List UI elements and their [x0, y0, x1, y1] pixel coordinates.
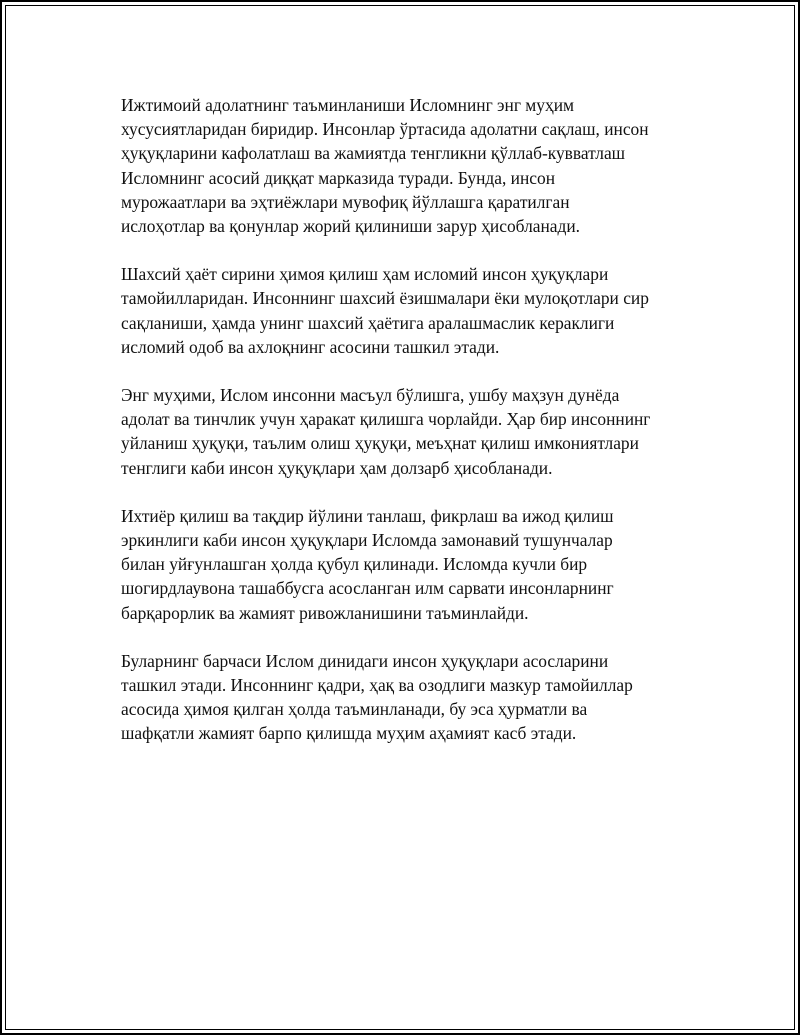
document-body [121, 93, 681, 770]
paragraph-3: Энг муҳими, Ислом инсонни масъул бўлишга, ушбу маҳзун дунёда адолат ва тинчлик учун ҳаракат қилишга чорлайди. Ҳар бир инсоннинг уйланиш ҳуқуқи, таълим олиш ҳуқуқи, меъҳнат қилиш имкониятлари тенглиги каби инсон ҳуқуқлари ҳам долзарб ҳисобланади. [121, 385, 651, 478]
paragraph-2: Шахсий ҳаёт сирини ҳимоя қилиш ҳам исломий инсон ҳуқуқлари тамойилларидан. Инсоннинг шахсий ёзишмалари ёки мулоқотлари сир сақланиши, ҳамда унинг шахсий ҳаётига аралашмаслик кераклиги исломий одоб ва ахлоқнинг асосини ташкил этади. [121, 264, 649, 357]
paragraph-4: Ихтиёр қилиш ва тақдир йўлини танлаш, фикрлаш ва ижод қилиш эркинлиги каби инсон ҳуқуқлари Исломда замонавий тушунчалар билан уйғунлашган ҳолда қубул қилинади. Исломда кучли бир шогирдлаувона ташаббусга асосланган илм сарвати инсонларнинг барқарорлик ва жамият ривожланишини таъминлайди. [121, 505, 614, 623]
paragraph-5: Буларнинг барчаси Ислом динидаги инсон ҳуқуқлари асосларини ташкил этади. Инсоннинг қадри, ҳақ ва озодлиги мазкур тамойиллар асосида ҳимоя қилган ҳолда таъминланади, бу эса ҳурматли ва шафқатли жамият барпо қилишда муҳим аҳамият касб этади. [121, 650, 633, 744]
paragraph-1: Ижтимоий адолатнинг таъминланиши Исломнинг энг муҳим хусусиятларидан биридир. Инсонлар ўртасида адолатни сақлаш, инсон ҳуқуқларини кафолатлаш ва жамиятда тенгликни қўллаб-кувватлаш Исломнинг асосий диққат марказида туради. Бунда, инсон мурожаатлари ва эҳтиёжлари мувофиқ йўллашга қаратилган ислоҳотлар ва қонунлар жорий қилиниши зарур ҳисобланади. [121, 95, 649, 237]
